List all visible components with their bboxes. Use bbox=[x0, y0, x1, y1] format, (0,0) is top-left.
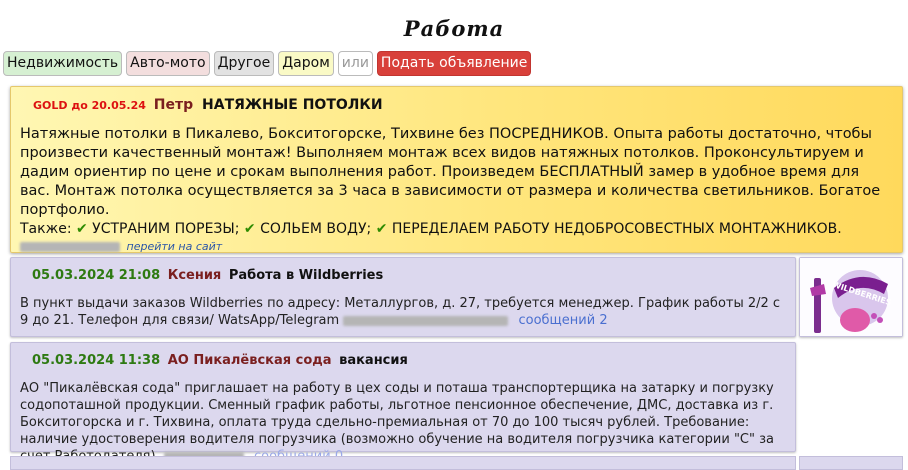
ad-body: АО "Пикалёвская сода" приглашает на работу в цех соды и поташа транспортерщика на затарку и погрузку содопоташной продукции. Сменный график работы, льготное пенсионное обеспечение, ДМС, доставка из г. Бокситогорска и г. Тихвина, оплата труда сдельно-премиальная от 70 до 100 тысяч рублей. Требование: наличие удостоверения водителя погрузчика (возможно обучение на водителя погрузчика категории "С" за bbox=[20, 381, 774, 447]
check-icon: ✔ bbox=[243, 221, 256, 237]
check-icon: ✔ bbox=[375, 221, 388, 237]
site-link[interactable]: перейти на сайт bbox=[126, 240, 223, 253]
ad-date: 05.03.2024 11:38 bbox=[32, 353, 161, 368]
ad-card bbox=[10, 257, 796, 337]
thumbnail-label: WILDBERRIES bbox=[831, 279, 893, 308]
also-item: ПЕРЕДЕЛАЕМ РАБОТУ НЕДОБРОСОВЕСТНЫХ МОНТАЖНИКОВ. bbox=[391, 221, 842, 237]
messages-link[interactable]: сообщений 2 bbox=[518, 313, 608, 328]
wildberries-image bbox=[800, 258, 902, 336]
also-label: Также: bbox=[20, 221, 72, 237]
page-title: Работа bbox=[403, 16, 505, 41]
ad-author: АО Пикалёвская сода bbox=[167, 353, 332, 368]
category-other-button[interactable]: Другое bbox=[214, 51, 275, 76]
ad-title: Работа в Wildberries bbox=[228, 268, 384, 283]
ad-date: 05.03.2024 21:08 bbox=[32, 268, 161, 283]
ad-header bbox=[32, 353, 785, 371]
ad-text bbox=[20, 380, 785, 465]
gold-ad-contact-row bbox=[20, 240, 884, 255]
ad-thumbnail[interactable] bbox=[799, 257, 903, 337]
category-free-button[interactable]: Даром bbox=[278, 51, 334, 76]
ad-header bbox=[32, 268, 785, 286]
blurred-phone bbox=[343, 316, 508, 326]
gold-badge: GOLD до 20.05.24 bbox=[33, 99, 146, 112]
post-ad-button[interactable]: Подать объявление bbox=[377, 51, 531, 76]
gold-ad-title: НАТЯЖНЫЕ ПОТОЛКИ bbox=[202, 97, 383, 113]
ad-title: вакансия bbox=[339, 353, 408, 368]
gold-ad-card bbox=[10, 86, 903, 253]
or-label: или bbox=[338, 51, 373, 76]
ad-body: В пункт выдачи заказов Wildberries по адресу: Металлургов, д. 27, требуется менеджер. График работы 2/2 с 9 до 21. Телефон для связи/ WatsApp/Telegram bbox=[20, 296, 781, 328]
also-item: СОЛЬЕМ ВОДУ; bbox=[260, 221, 372, 237]
gold-ad-also-row bbox=[20, 220, 884, 239]
category-bar bbox=[3, 51, 531, 76]
also-item: УСТРАНИМ ПОРЕЗЫ; bbox=[92, 221, 240, 237]
ad-text bbox=[20, 295, 785, 329]
check-icon: ✔ bbox=[75, 221, 88, 237]
ad-card bbox=[10, 342, 796, 452]
category-auto-button[interactable]: Авто-мото bbox=[126, 51, 209, 76]
ad-author: Ксения bbox=[167, 268, 222, 283]
gold-ad-header bbox=[20, 97, 884, 117]
gold-ad-text: Натяжные потолки в Пикалево, Бокситогорске, Тихвине без ПОСРЕДНИКОВ. Опыта работы достаточно, чтобы произвести качественный монтаж! Выполняем монтаж всех видов натяжных потолков. Проконсультируем и дадим ориентир по цене и срокам выполнения работ. Произведем БЕСПЛАТНЫЙ замер в удобное время для вас. Монтаж потолка осуществляется за 3 часа в зависимости от размера и количества светильников. Богатое портфолио. bbox=[20, 126, 881, 218]
category-realty-button[interactable]: Недвижимость bbox=[3, 51, 122, 76]
blurred-phone bbox=[20, 242, 120, 252]
gold-ad-author: Петр bbox=[153, 97, 194, 113]
